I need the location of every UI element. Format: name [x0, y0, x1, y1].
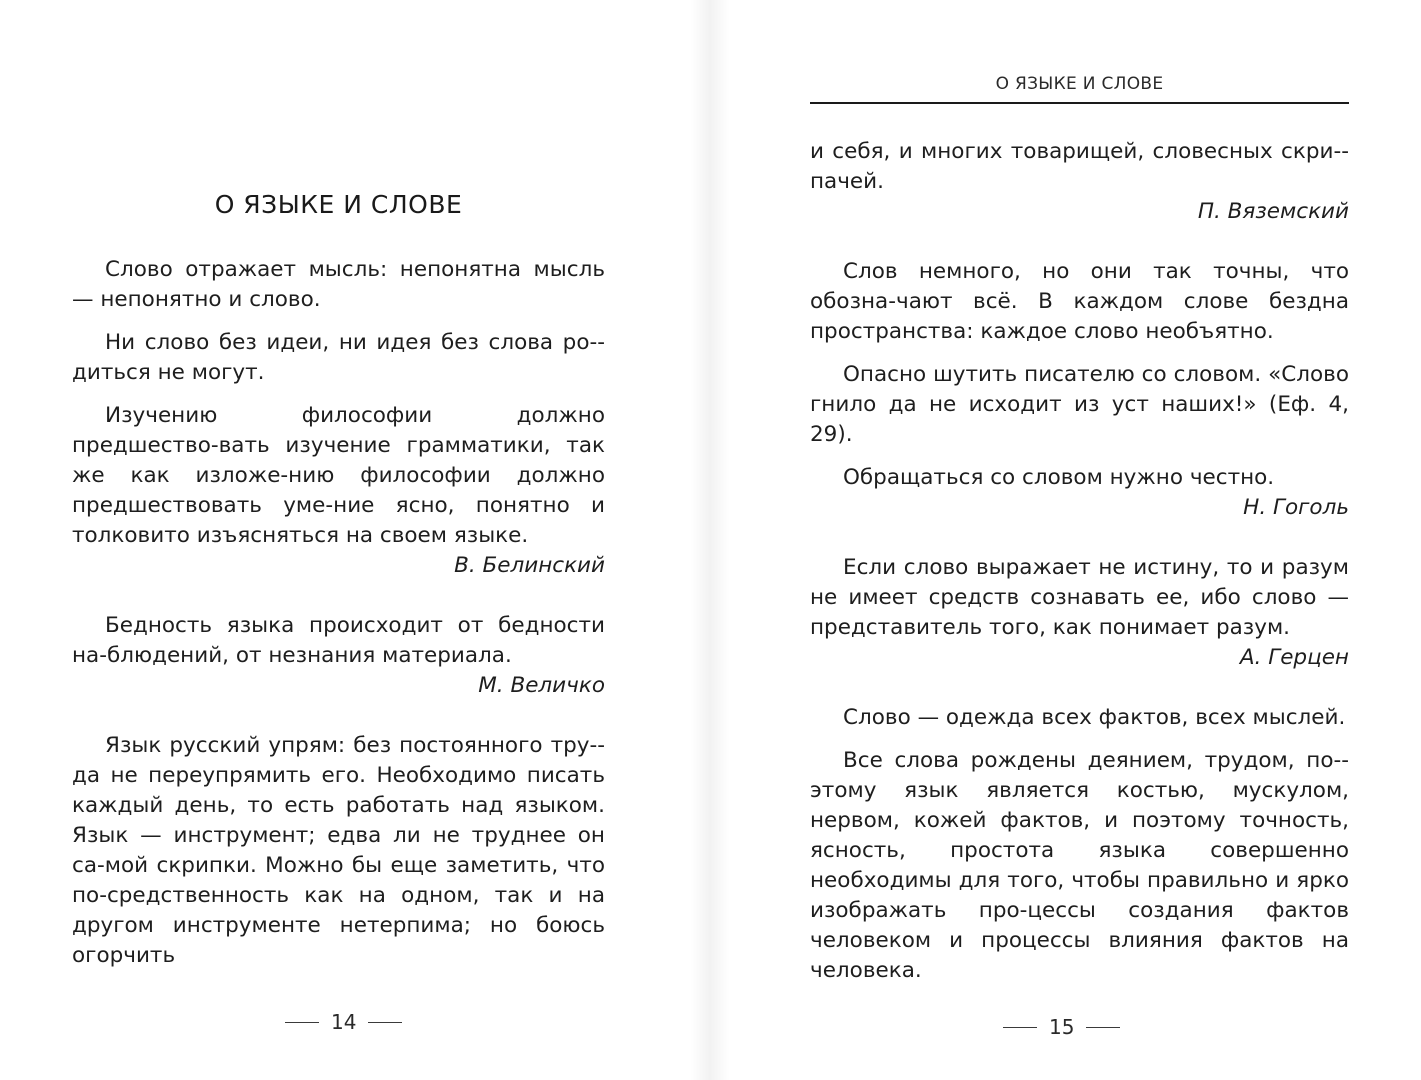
page-number: 14 — [331, 1010, 357, 1034]
running-head: О ЯЗЫКЕ И СЛОВЕ — [995, 74, 1164, 94]
paragraph: Опасно шутить писателю со словом. «Слово гнило да не исходит из уст наших!» (Еф. 4, 29). — [810, 362, 1349, 447]
paragraph: Слово отражает мысль: непонятна мысль — непонятно и слово. — [72, 257, 605, 312]
page-number-right — [1003, 1015, 1120, 1039]
right-page-text — [810, 137, 1349, 986]
quote-author: М. Величко — [478, 673, 605, 698]
paragraph: Язык русский упрям: без постоянного тру-да не переупрямить его. Необходимо писать каждый день, то есть работать над языком. Язык — инструмент; едва ли не труднее он са-мой скрипки. Можно бы еще заметить, что по-средственность как на одном, так и на другом инструменте нетерпима; но боюсь огорчить — [72, 733, 605, 968]
quote-author: П. Вяземский — [1197, 199, 1349, 224]
page-number-left — [285, 1010, 402, 1034]
paragraph: Слов немного, но они так точны, что обозна-чают всё. В каждом слове бездна пространства: каждое слово необъятно. — [810, 259, 1349, 344]
chapter-title: О ЯЗЫКЕ И СЛОВЕ — [214, 190, 463, 219]
running-head-rule — [810, 102, 1349, 104]
paragraph: Изучению философии должно предшество-вать изучение грамматики, так же как изложе-нию философии должно предшествовать уме-ние ясно, понятно и толковито изъясняться на своем языке. — [72, 403, 605, 548]
folio-dash — [1003, 1027, 1037, 1028]
right-page — [810, 0, 1349, 1080]
left-page-text — [72, 255, 605, 971]
spacer — [810, 227, 1349, 257]
left-page — [72, 0, 605, 1080]
paragraph: и себя, и многих товарищей, словесных скри-пачей. — [810, 139, 1349, 194]
paragraph: Бедность языка происходит от бедности на-блюдений, от незнания материала. — [72, 613, 605, 668]
folio-dash — [1086, 1027, 1120, 1028]
page-number: 15 — [1049, 1015, 1075, 1039]
folio-dash — [368, 1022, 402, 1023]
paragraph: Обращаться со словом нужно честно. — [843, 465, 1275, 490]
paragraph: Все слова рождены деянием, трудом, по-этому язык является костью, мускулом, нервом, кожей фактов, и поэтому точность, ясность, простота языка совершенно необходимы для того, чтобы правильно и ярко изображать про-цессы создания фактов человеком и процессы влияния фактов на человека. — [810, 748, 1349, 983]
book-gutter-shadow — [690, 0, 730, 1080]
spacer — [72, 581, 605, 611]
quote-author: А. Герцен — [1239, 645, 1349, 670]
quote-author: В. Белинский — [454, 553, 605, 578]
spacer — [810, 523, 1349, 553]
paragraph: Если слово выражает не истину, то и разум не имеет средств сознавать ее, ибо слово — представитель того, как понимает разум. — [810, 555, 1349, 640]
spacer — [72, 701, 605, 731]
paragraph: Ни слово без идеи, ни идея без слова ро-диться не могут. — [72, 330, 605, 385]
spacer — [810, 673, 1349, 703]
quote-author: Н. Гоголь — [1243, 495, 1349, 520]
paragraph: Слово — одежда всех фактов, всех мыслей. — [843, 705, 1346, 730]
folio-dash — [285, 1022, 319, 1023]
